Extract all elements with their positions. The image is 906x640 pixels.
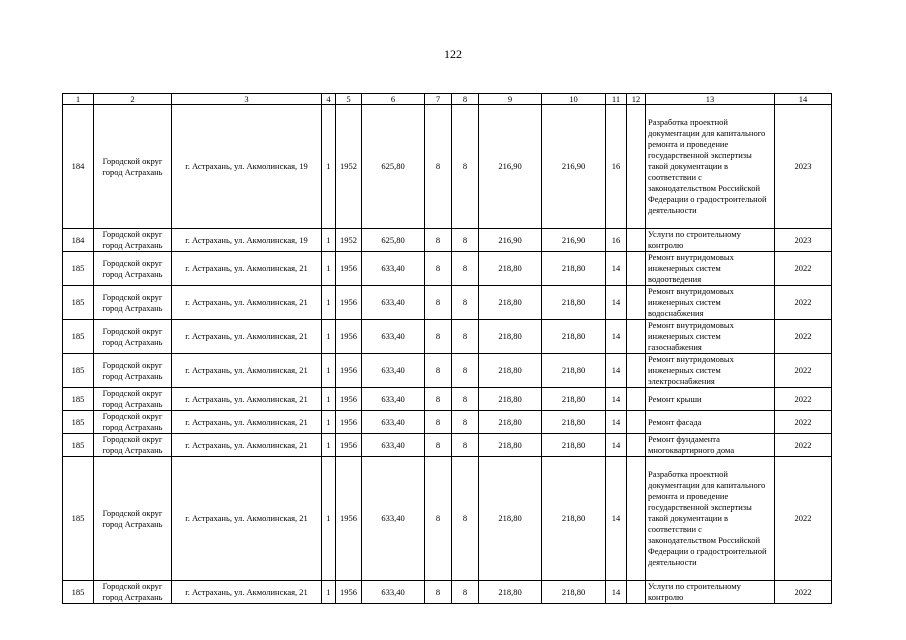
living-area-cell: 218,80 bbox=[479, 457, 542, 581]
entrances-cell: 8 bbox=[452, 411, 479, 434]
area-cell: 633,40 bbox=[362, 457, 425, 581]
buildings-cell: 1 bbox=[322, 320, 336, 354]
floors-cell: 8 bbox=[425, 229, 452, 252]
planned-year-cell: 2023 bbox=[775, 105, 832, 229]
entrances-cell: 8 bbox=[452, 286, 479, 320]
residents-cell: 14 bbox=[606, 354, 627, 388]
row-number-cell: 185 bbox=[63, 411, 94, 434]
year-built-cell: 1952 bbox=[336, 229, 362, 252]
living-area-cell: 218,80 bbox=[479, 286, 542, 320]
residential-area-cell: 218,80 bbox=[542, 388, 606, 411]
column-header: 6 bbox=[362, 94, 425, 105]
municipality-cell: Городской округ город Астрахань bbox=[94, 434, 172, 457]
municipality-cell: Городской округ город Астрахань bbox=[94, 320, 172, 354]
header-row bbox=[63, 94, 832, 105]
work-type-cell: Разработка проектной документации для капитального ремонта и проведение государственной экспертизы такой документации в соответствии с законодательством Российской Федерации о градостроительной деятельности bbox=[646, 105, 775, 229]
residents-cell: 14 bbox=[606, 457, 627, 581]
living-area-cell: 218,80 bbox=[479, 388, 542, 411]
table-row bbox=[63, 252, 832, 286]
address-cell: г. Астрахань, ул. Акмолинская, 21 bbox=[172, 354, 322, 388]
planned-year-cell: 2022 bbox=[775, 434, 832, 457]
floors-cell: 8 bbox=[425, 434, 452, 457]
page-number: 122 bbox=[444, 47, 462, 61]
table-row bbox=[63, 354, 832, 388]
empty-cell bbox=[627, 388, 646, 411]
floors-cell: 8 bbox=[425, 320, 452, 354]
buildings-cell: 1 bbox=[322, 252, 336, 286]
residential-area-cell: 218,80 bbox=[542, 320, 606, 354]
row-number-cell: 185 bbox=[63, 434, 94, 457]
entrances-cell: 8 bbox=[452, 229, 479, 252]
area-cell: 633,40 bbox=[362, 252, 425, 286]
column-header: 14 bbox=[775, 94, 832, 105]
work-type-cell: Услуги по строительному контролю bbox=[646, 229, 775, 252]
residents-cell: 14 bbox=[606, 252, 627, 286]
year-built-cell: 1956 bbox=[336, 434, 362, 457]
planned-year-cell: 2022 bbox=[775, 581, 832, 604]
entrances-cell: 8 bbox=[452, 252, 479, 286]
work-type-cell: Ремонт фундамента многоквартирного дома bbox=[646, 434, 775, 457]
municipality-cell: Городской округ город Астрахань bbox=[94, 105, 172, 229]
buildings-cell: 1 bbox=[322, 581, 336, 604]
municipality-cell: Городской округ город Астрахань bbox=[94, 388, 172, 411]
entrances-cell: 8 bbox=[452, 354, 479, 388]
entrances-cell: 8 bbox=[452, 105, 479, 229]
living-area-cell: 218,80 bbox=[479, 354, 542, 388]
empty-cell bbox=[627, 434, 646, 457]
planned-year-cell: 2022 bbox=[775, 354, 832, 388]
capital-repair-table bbox=[62, 93, 832, 604]
floors-cell: 8 bbox=[425, 286, 452, 320]
work-type-cell: Услуги по строительному контролю bbox=[646, 581, 775, 604]
empty-cell bbox=[627, 354, 646, 388]
floors-cell: 8 bbox=[425, 411, 452, 434]
column-header: 1 bbox=[63, 94, 94, 105]
year-built-cell: 1952 bbox=[336, 105, 362, 229]
table-row bbox=[63, 286, 832, 320]
residents-cell: 14 bbox=[606, 388, 627, 411]
buildings-cell: 1 bbox=[322, 105, 336, 229]
row-number-cell: 184 bbox=[63, 229, 94, 252]
buildings-cell: 1 bbox=[322, 411, 336, 434]
row-number-cell: 185 bbox=[63, 286, 94, 320]
residents-cell: 14 bbox=[606, 286, 627, 320]
area-cell: 633,40 bbox=[362, 286, 425, 320]
table-row bbox=[63, 229, 832, 252]
residential-area-cell: 218,80 bbox=[542, 457, 606, 581]
residential-area-cell: 218,80 bbox=[542, 286, 606, 320]
planned-year-cell: 2022 bbox=[775, 457, 832, 581]
living-area-cell: 216,90 bbox=[479, 105, 542, 229]
entrances-cell: 8 bbox=[452, 388, 479, 411]
planned-year-cell: 2022 bbox=[775, 411, 832, 434]
living-area-cell: 218,80 bbox=[479, 411, 542, 434]
year-built-cell: 1956 bbox=[336, 388, 362, 411]
row-number-cell: 185 bbox=[63, 457, 94, 581]
planned-year-cell: 2022 bbox=[775, 252, 832, 286]
floors-cell: 8 bbox=[425, 457, 452, 581]
empty-cell bbox=[627, 411, 646, 434]
address-cell: г. Астрахань, ул. Акмолинская, 21 bbox=[172, 252, 322, 286]
address-cell: г. Астрахань, ул. Акмолинская, 21 bbox=[172, 581, 322, 604]
municipality-cell: Городской округ город Астрахань bbox=[94, 581, 172, 604]
area-cell: 633,40 bbox=[362, 411, 425, 434]
residential-area-cell: 218,80 bbox=[542, 354, 606, 388]
entrances-cell: 8 bbox=[452, 457, 479, 581]
floors-cell: 8 bbox=[425, 388, 452, 411]
residents-cell: 14 bbox=[606, 434, 627, 457]
area-cell: 633,40 bbox=[362, 388, 425, 411]
column-header: 4 bbox=[322, 94, 336, 105]
empty-cell bbox=[627, 320, 646, 354]
residents-cell: 14 bbox=[606, 320, 627, 354]
year-built-cell: 1956 bbox=[336, 411, 362, 434]
column-header: 7 bbox=[425, 94, 452, 105]
row-number-cell: 184 bbox=[63, 105, 94, 229]
entrances-cell: 8 bbox=[452, 434, 479, 457]
area-cell: 633,40 bbox=[362, 434, 425, 457]
buildings-cell: 1 bbox=[322, 434, 336, 457]
planned-year-cell: 2022 bbox=[775, 320, 832, 354]
address-cell: г. Астрахань, ул. Акмолинская, 21 bbox=[172, 434, 322, 457]
municipality-cell: Городской округ город Астрахань bbox=[94, 411, 172, 434]
municipality-cell: Городской округ город Астрахань bbox=[94, 229, 172, 252]
row-number-cell: 185 bbox=[63, 581, 94, 604]
year-built-cell: 1956 bbox=[336, 252, 362, 286]
living-area-cell: 218,80 bbox=[479, 581, 542, 604]
floors-cell: 8 bbox=[425, 105, 452, 229]
address-cell: г. Астрахань, ул. Акмолинская, 21 bbox=[172, 286, 322, 320]
residential-area-cell: 216,90 bbox=[542, 229, 606, 252]
residents-cell: 14 bbox=[606, 411, 627, 434]
work-type-cell: Ремонт внутридомовых инженерных систем водоснабжения bbox=[646, 286, 775, 320]
residential-area-cell: 216,90 bbox=[542, 105, 606, 229]
planned-year-cell: 2022 bbox=[775, 388, 832, 411]
work-type-cell: Ремонт внутридомовых инженерных систем электроснабжения bbox=[646, 354, 775, 388]
buildings-cell: 1 bbox=[322, 354, 336, 388]
floors-cell: 8 bbox=[425, 581, 452, 604]
table-row bbox=[63, 434, 832, 457]
work-type-cell: Ремонт крыши bbox=[646, 388, 775, 411]
year-built-cell: 1956 bbox=[336, 457, 362, 581]
row-number-cell: 185 bbox=[63, 320, 94, 354]
column-header: 3 bbox=[172, 94, 322, 105]
column-header: 5 bbox=[336, 94, 362, 105]
column-header: 12 bbox=[627, 94, 646, 105]
address-cell: г. Астрахань, ул. Акмолинская, 19 bbox=[172, 105, 322, 229]
work-type-cell: Ремонт внутридомовых инженерных систем водоотведения bbox=[646, 252, 775, 286]
empty-cell bbox=[627, 252, 646, 286]
living-area-cell: 218,80 bbox=[479, 252, 542, 286]
empty-cell bbox=[627, 286, 646, 320]
year-built-cell: 1956 bbox=[336, 286, 362, 320]
row-number-cell: 185 bbox=[63, 252, 94, 286]
entrances-cell: 8 bbox=[452, 320, 479, 354]
table-row bbox=[63, 581, 832, 604]
residents-cell: 14 bbox=[606, 581, 627, 604]
municipality-cell: Городской округ город Астрахань bbox=[94, 252, 172, 286]
table-row bbox=[63, 105, 832, 229]
municipality-cell: Городской округ город Астрахань bbox=[94, 457, 172, 581]
row-number-cell: 185 bbox=[63, 388, 94, 411]
empty-cell bbox=[627, 229, 646, 252]
table-row bbox=[63, 388, 832, 411]
area-cell: 633,40 bbox=[362, 354, 425, 388]
residential-area-cell: 218,80 bbox=[542, 411, 606, 434]
buildings-cell: 1 bbox=[322, 457, 336, 581]
area-cell: 633,40 bbox=[362, 581, 425, 604]
entrances-cell: 8 bbox=[452, 581, 479, 604]
area-cell: 625,80 bbox=[362, 105, 425, 229]
work-type-cell: Ремонт внутридомовых инженерных систем газоснабжения bbox=[646, 320, 775, 354]
address-cell: г. Астрахань, ул. Акмолинская, 21 bbox=[172, 457, 322, 581]
residential-area-cell: 218,80 bbox=[542, 434, 606, 457]
living-area-cell: 218,80 bbox=[479, 320, 542, 354]
year-built-cell: 1956 bbox=[336, 320, 362, 354]
table-row bbox=[63, 411, 832, 434]
address-cell: г. Астрахань, ул. Акмолинская, 21 bbox=[172, 388, 322, 411]
residential-area-cell: 218,80 bbox=[542, 252, 606, 286]
year-built-cell: 1956 bbox=[336, 581, 362, 604]
buildings-cell: 1 bbox=[322, 229, 336, 252]
year-built-cell: 1956 bbox=[336, 354, 362, 388]
table-body bbox=[63, 105, 832, 604]
floors-cell: 8 bbox=[425, 252, 452, 286]
table-row bbox=[63, 320, 832, 354]
floors-cell: 8 bbox=[425, 354, 452, 388]
empty-cell bbox=[627, 457, 646, 581]
residential-area-cell: 218,80 bbox=[542, 581, 606, 604]
row-number-cell: 185 bbox=[63, 354, 94, 388]
work-type-cell: Ремонт фасада bbox=[646, 411, 775, 434]
address-cell: г. Астрахань, ул. Акмолинская, 21 bbox=[172, 320, 322, 354]
table-row bbox=[63, 457, 832, 581]
planned-year-cell: 2023 bbox=[775, 229, 832, 252]
municipality-cell: Городской округ город Астрахань bbox=[94, 286, 172, 320]
work-type-cell: Разработка проектной документации для капитального ремонта и проведение государственной экспертизы такой документации в соответствии с законодательством Российской Федерации о градостроительной деятельности bbox=[646, 457, 775, 581]
area-cell: 625,80 bbox=[362, 229, 425, 252]
address-cell: г. Астрахань, ул. Акмолинская, 21 bbox=[172, 411, 322, 434]
column-header: 11 bbox=[606, 94, 627, 105]
buildings-cell: 1 bbox=[322, 286, 336, 320]
column-header: 2 bbox=[94, 94, 172, 105]
buildings-cell: 1 bbox=[322, 388, 336, 411]
address-cell: г. Астрахань, ул. Акмолинская, 19 bbox=[172, 229, 322, 252]
column-header: 9 bbox=[479, 94, 542, 105]
empty-cell bbox=[627, 581, 646, 604]
column-header: 13 bbox=[646, 94, 775, 105]
planned-year-cell: 2022 bbox=[775, 286, 832, 320]
living-area-cell: 218,80 bbox=[479, 434, 542, 457]
column-header: 10 bbox=[542, 94, 606, 105]
municipality-cell: Городской округ город Астрахань bbox=[94, 354, 172, 388]
residents-cell: 16 bbox=[606, 105, 627, 229]
column-header: 8 bbox=[452, 94, 479, 105]
residents-cell: 16 bbox=[606, 229, 627, 252]
area-cell: 633,40 bbox=[362, 320, 425, 354]
living-area-cell: 216,90 bbox=[479, 229, 542, 252]
empty-cell bbox=[627, 105, 646, 229]
